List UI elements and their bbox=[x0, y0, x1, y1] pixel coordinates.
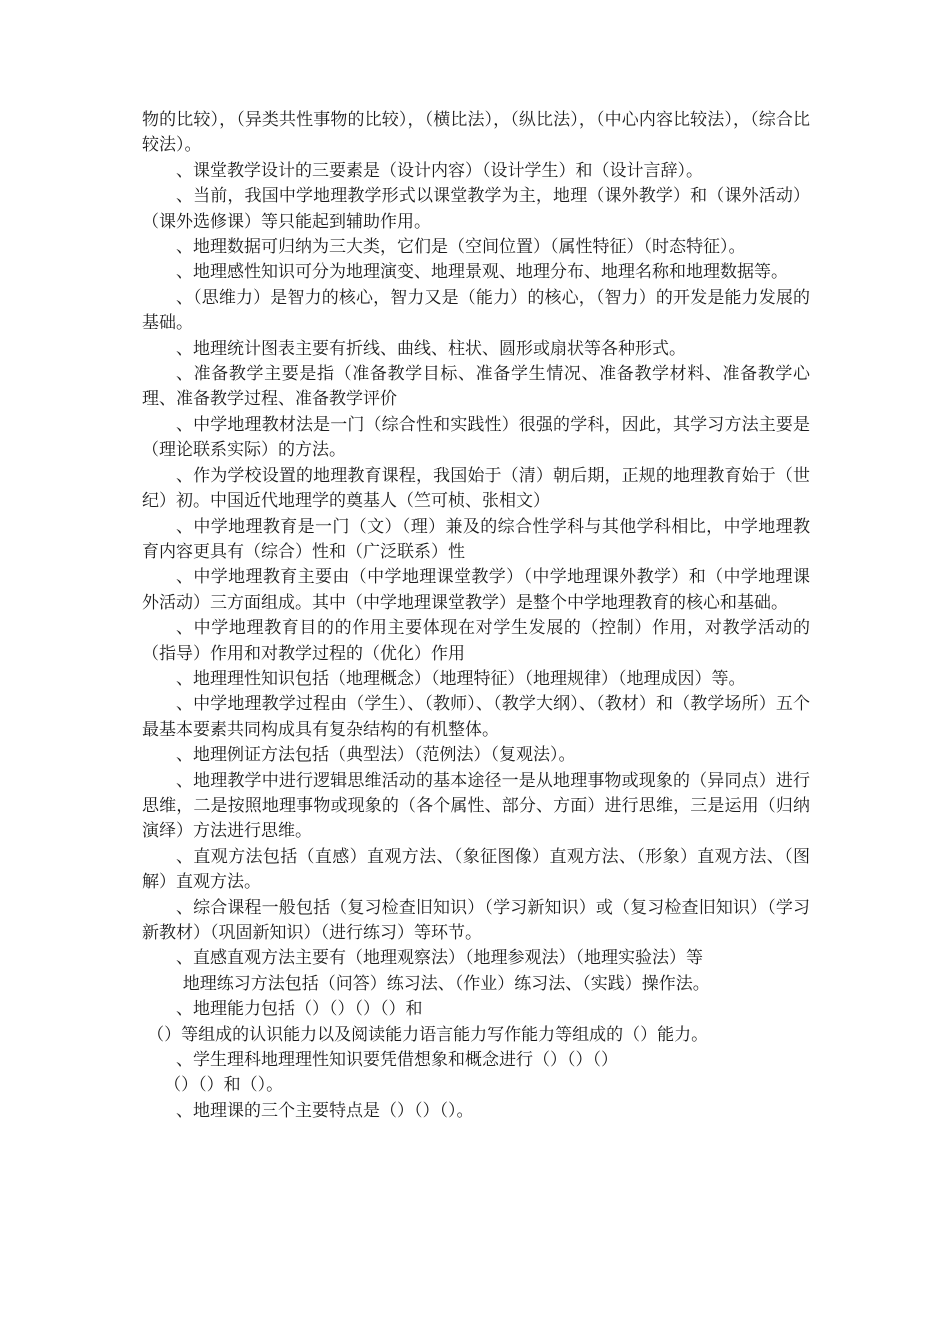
paragraph: 、直观方法包括（直感）直观方法、（象征图像）直观方法、（形象）直观方法、（图解）直观方法。 bbox=[142, 846, 810, 893]
paragraph: 、地理感性知识可分为地理演变、地理景观、地理分布、地理名称和地理数据等。 bbox=[176, 262, 788, 283]
paragraph: 、中学地理教育目的的作用主要体现在对学生发展的（控制）作用，对教学活动的（指导）作用和对教学过程的（优化）作用 bbox=[142, 618, 810, 664]
paragraph: 、作为学校设置的地理教育课程，我国始于（清）朝后期，正规的地理教育始于（世纪）初。中国近代地理学的奠基人（竺可桢、张相文） bbox=[142, 465, 810, 512]
paragraph: （）等组成的认识能力以及阅读能力语言能力写作能力等组成的（）能力。 bbox=[147, 1024, 709, 1045]
paragraph: 、地理课的三个主要特点是（）（）（）。 bbox=[176, 1100, 474, 1121]
paragraph: 、直感直观方法主要有（地理观察法）（地理参观法）（地理实验法）等 bbox=[176, 948, 703, 969]
paragraph: 、（思维力）是智力的核心，智力又是（能力）的核心，（智力）的开发是能力发展的基础。 bbox=[142, 287, 810, 334]
paragraph: 、中学地理教学过程由（学生）、（教师）、（教学大纲）、（教材）和（教学场所）五个最基本要素共同构成具有复杂结构的有机整体。 bbox=[142, 694, 810, 740]
paragraph: 、准备教学主要是指（准备教学目标、准备学生情况、准备教学材料、准备教学心理、准备教学过程、准备教学评价 bbox=[142, 364, 810, 410]
paragraph: 物的比较），（异类共性事物的比较），（横比法），（纵比法），（中心内容比较法），（综合比较法）。 bbox=[142, 110, 810, 156]
paragraph: 、地理理性知识包括（地理概念）（地理特征）（地理规律）（地理成因）等。 bbox=[176, 668, 746, 689]
paragraph: 、地理统计图表主要有折线、曲线、柱状、圆形或扇状等各种形式。 bbox=[176, 338, 686, 359]
paragraph: （）（）和（）。 bbox=[164, 1075, 284, 1096]
paragraph: 、地理例证方法包括（典型法）（范例法）（复观法）。 bbox=[176, 745, 576, 766]
paragraph: 、当前，我国中学地理教学形式以课堂教学为主，地理（课外教学）和（课外活动）（课外选修课）等只能起到辅助作用。 bbox=[142, 186, 810, 232]
paragraph: 、地理教学中进行逻辑思维活动的基本途径一是从地理事物或现象的（异同点）进行思维，二是按照地理事物或现象的（各个属性、部分、方面）进行思维，三是运用（归纳演绎）方法进行思维。 bbox=[142, 770, 810, 842]
paragraph: 、地理能力包括（）（）（）（）和 bbox=[176, 999, 423, 1020]
paragraph: 、中学地理教育是一门（文）（理）兼及的综合性学科与其他学科相比，中学地理教育内容更具有（综合）性和（广泛联系）性 bbox=[142, 516, 810, 562]
paragraph: 、地理数据可归纳为三大类，它们是（空间位置）（属性特征）（时态特征）。 bbox=[176, 237, 746, 258]
paragraph: 地理练习方法包括（问答）练习法、（作业）练习法、（实践）操作法。 bbox=[182, 973, 710, 994]
paragraph: 、中学地理教材法是一门（综合性和实践性）很强的学科，因此，其学习方法主要是（理论联系实际）的方法。 bbox=[142, 414, 810, 461]
paragraph: 、课堂教学设计的三要素是（设计内容）（设计学生）和（设计言辞）。 bbox=[176, 160, 703, 181]
paragraph: 、综合课程一般包括（复习检查旧知识）（学习新知识）或（复习检查旧知识）（学习新教材）（巩固新知识）（进行练习）等环节。 bbox=[142, 897, 810, 943]
paragraph: 、学生理科地理理性知识要凭借想象和概念进行（）（）（） bbox=[176, 1050, 618, 1071]
paragraph: 、中学地理教育主要由（中学地理课堂教学）（中学地理课外教学）和（中学地理课外活动）三方面组成。其中（中学地理课堂教学）是整个中学地理教育的核心和基础。 bbox=[142, 567, 810, 613]
